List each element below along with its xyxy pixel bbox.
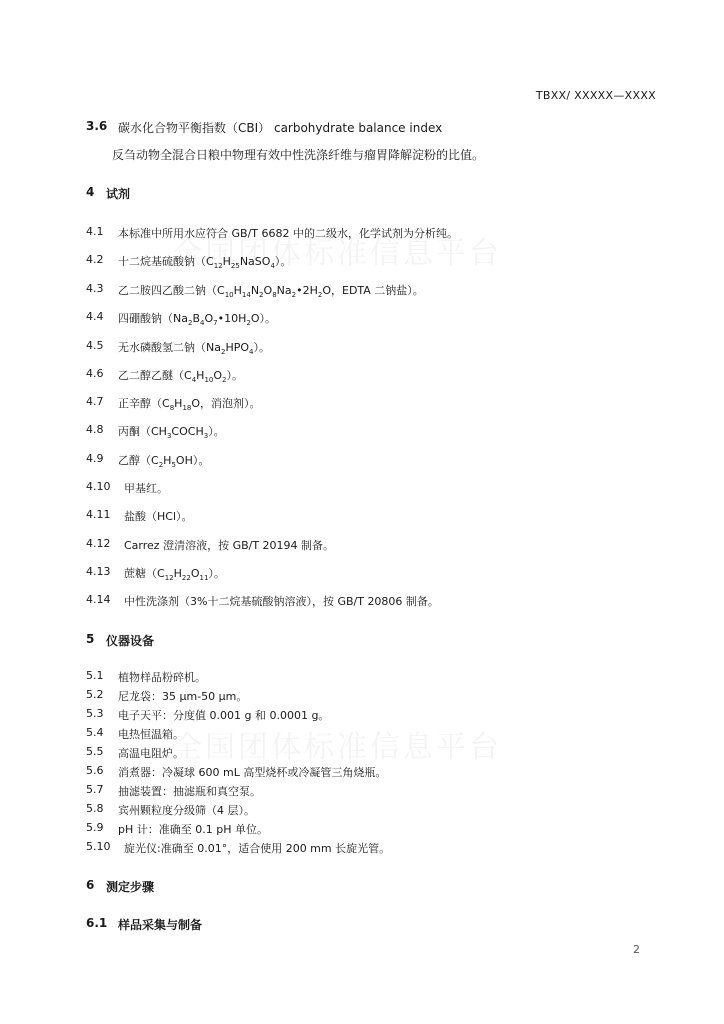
section-number: 4 — [86, 185, 95, 199]
item-number: 4.6 — [86, 367, 104, 380]
item-number: 4.1 — [86, 225, 104, 238]
item-number: 4.2 — [86, 253, 104, 266]
section-title: 测定步骤 — [106, 880, 155, 894]
item-text: 消煮器：冷凝球 600 mL 高型烧杯或冷凝管三角烧瓶。 — [118, 766, 387, 779]
section-title: 仪器设备 — [106, 634, 155, 648]
item-number: 4.9 — [86, 452, 104, 465]
item-text: 无水磷酸氢二钠$(Na_2HPO_4)$。 — [118, 341, 270, 357]
item-text: 蔗糖$(C_{12}H_{22}O_{11})$。 — [124, 567, 225, 583]
item-number: 4.7 — [86, 395, 104, 408]
item-number: 4.8 — [86, 423, 104, 436]
item-text: 旋光仪:准确至 0.01°，适合使用 200 mm 长旋光管。 — [124, 842, 391, 855]
item-text: 尼龙袋：35 μm-50 μm。 — [118, 690, 248, 703]
item-text: 本标准中所用水应符合 GB/T 6682 中的二级水，化学试剂为分析纯。 — [118, 227, 458, 240]
item-text: 正辛醇（$C_8H_{18}O$，消泡剂）。 — [118, 397, 261, 413]
item-text: 电热恒温箱。 — [118, 728, 184, 741]
item-number: 5.2 — [86, 688, 104, 701]
item-number: 4.3 — [86, 282, 104, 295]
item-text: 乙二胺四乙酸二钠（$C_{10}H_{14}N_2O_8Na_2•2H_2O$，EDTA 二钠盐）。 — [118, 284, 424, 300]
item-number: 5.8 — [86, 802, 104, 815]
item-text: 乙醇$(C_2H_5OH)$。 — [118, 454, 210, 470]
item-text: 十二烷基硫酸钠$(C_{12}H_{25}NaSO_4)$。 — [118, 255, 292, 271]
item-text: 植物样品粉碎机。 — [118, 671, 206, 684]
item-text: 电子天平：分度值 0.001 g 和 0.0001 g。 — [118, 709, 330, 722]
section-title: 样品采集与制备 — [118, 918, 203, 932]
document-code: TBXX/ XXXXX—XXXX — [535, 89, 656, 102]
section-number: 6.1 — [86, 916, 108, 930]
item-text: 丙酮$(CH_3COCH_3)$。 — [118, 425, 225, 441]
item-number: 5.6 — [86, 764, 104, 777]
item-text: 乙二醇乙醚$(C_4H_{10}O_2)$。 — [118, 369, 243, 385]
item-number: 5.10 — [86, 840, 111, 853]
section-number: 6 — [86, 878, 95, 892]
item-number: 4.5 — [86, 339, 104, 352]
item-number: 5.5 — [86, 745, 104, 758]
item-text: 中性洗涤剂（3%十二烷基硫酸钠溶液），按 GB/T 20806 制备。 — [124, 595, 439, 608]
item-number: 4.10 — [86, 480, 111, 493]
item-number: 5.1 — [86, 669, 104, 682]
term-title: 碳水化合物平衡指数（CBI） carbohydrate balance index — [118, 121, 443, 135]
watermark — [172, 722, 502, 766]
item-text: 盐酸（HCl）。 — [124, 510, 193, 523]
section-title: 试剂 — [106, 187, 131, 201]
item-number: 4.13 — [86, 565, 111, 578]
item-number: 5.9 — [86, 821, 104, 834]
page-number: 2 — [633, 943, 640, 956]
item-number: 4.4 — [86, 310, 104, 323]
item-number: 4.14 — [86, 593, 111, 606]
section-number: 5 — [86, 632, 95, 646]
item-number: 4.11 — [86, 508, 111, 521]
item-text: pH 计：准确至 0.1 pH 单位。 — [118, 823, 268, 836]
item-text: 四硼酸钠$(Na_2B_4O_7•10H_2O)$。 — [118, 312, 277, 328]
item-text: 抽滤装置：抽滤瓶和真空泵。 — [118, 785, 261, 798]
item-text: Carrez 澄清溶液，按 GB/T 20194 制备。 — [124, 539, 335, 552]
item-number: 4.12 — [86, 537, 111, 550]
item-number: 5.7 — [86, 783, 104, 796]
item-text: 甲基红。 — [124, 482, 168, 495]
item-number: 5.3 — [86, 707, 104, 720]
item-text: 高温电阻炉。 — [118, 747, 184, 760]
term-definition: 反刍动物全混合日粮中物理有效中性洗涤纤维与瘤胃降解淀粉的比值。 — [112, 148, 485, 162]
item-number: 5.4 — [86, 726, 104, 739]
item-text: 宾州颗粒度分级筛（4 层）。 — [118, 804, 255, 817]
section-number: 3.6 — [86, 119, 108, 133]
